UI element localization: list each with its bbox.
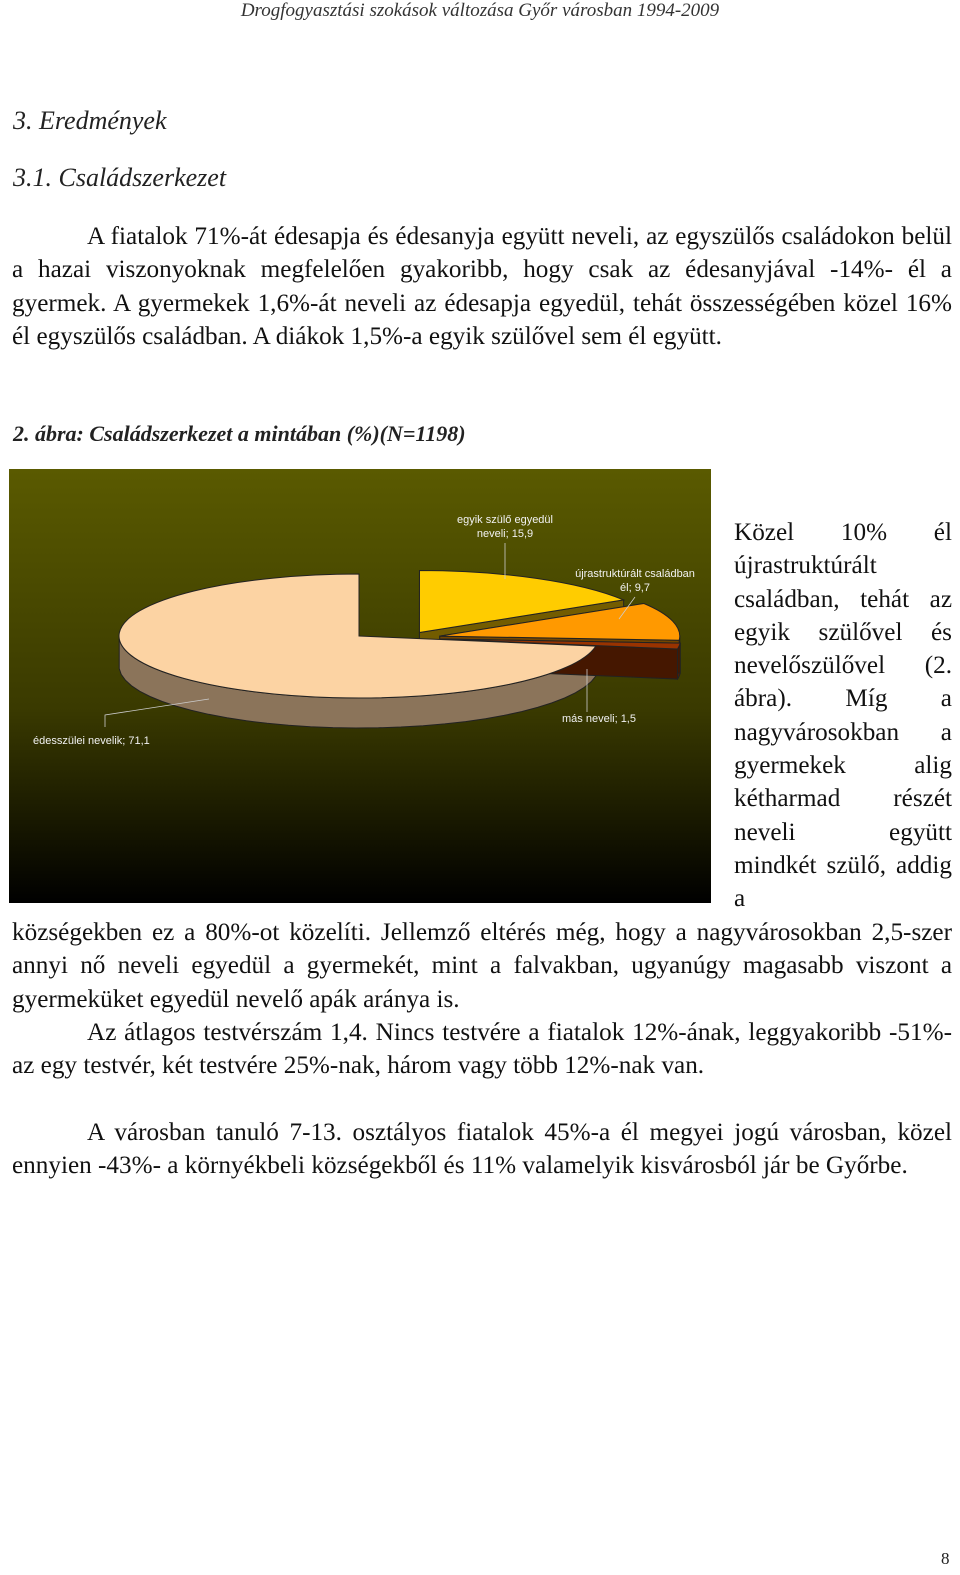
running-header: Drogfogyasztási szokások változása Győr városban 1994-2009 [240,0,720,21]
label-single-parent-line1: egyik szülő egyedül [456,514,554,526]
paragraph-continued: községekben ez a 80%-ot közelíti. Jellemző eltérés még, hogy a nagyvárosokban 2,5-szer annyi nő neveli egyedül a gyermekét, mint a falvakban, ugyanúgy magasabb viszont a gyermeküket egyedül nevelő apák aránya is. [12,919,952,1013]
paragraph-side-text: Közel 10% él újrastruktúrált családban, tehát az egyik szülővel és nevelőszülővel (2. ábra). Míg a nagyvárosokban a gyermekek alig kétharmad részét neveli együtt mindkét szülő, addig a [734,519,952,913]
figure-caption: 2. ábra: Családszerkezet a mintában (%)(N=1198) [13,421,466,446]
label-other-guardian: más neveli; 1,5 [562,713,636,725]
subsection-heading: 3.1. Családszerkezet [13,163,227,192]
pie-chart [9,469,711,903]
paragraph-residence: A városban tanuló 7-13. osztályos fiatalok 45%-a él megyei jogú városban, közel ennyien -43%- a környékbeli községekből és 11% valamelyik kisvárosból jár be Győrbe. [12,1119,952,1180]
label-parents-both: édesszülei nevelik; 71,1 [33,735,150,747]
paragraph-family-structure: A fiatalok 71%-át édesapja és édesanyja együtt neveli, az egyszülős családokon belül a hazai viszonyoknak megfelelően gyakoribb, hogy csak az édesanyjával -14%- él a gyermek. A gyermekek 1,6%-át neveli az édesapja egyedül, tehát összességében közel 16% él egyszülős családban. A diákok 1,5%-a egyik szülővel sem él együtt. [12,223,952,350]
pie-chart-svg [9,469,711,903]
label-restructured-line2: él; 9,7 [620,582,650,594]
label-single-parent-line2: neveli; 15,9 [476,528,534,540]
section-heading: 3. Eredmények [13,106,167,135]
label-restructured-line1: újrastruktúrált családban [575,568,695,580]
paragraph-siblings: Az átlagos testvérszám 1,4. Nincs testvére a fiatalok 12%-ának, leggyakoribb -51%- az egy testvér, két testvére 25%-nak, három vagy több 12%-nak van. [12,1019,952,1080]
page-number: 8 [941,1549,950,1568]
